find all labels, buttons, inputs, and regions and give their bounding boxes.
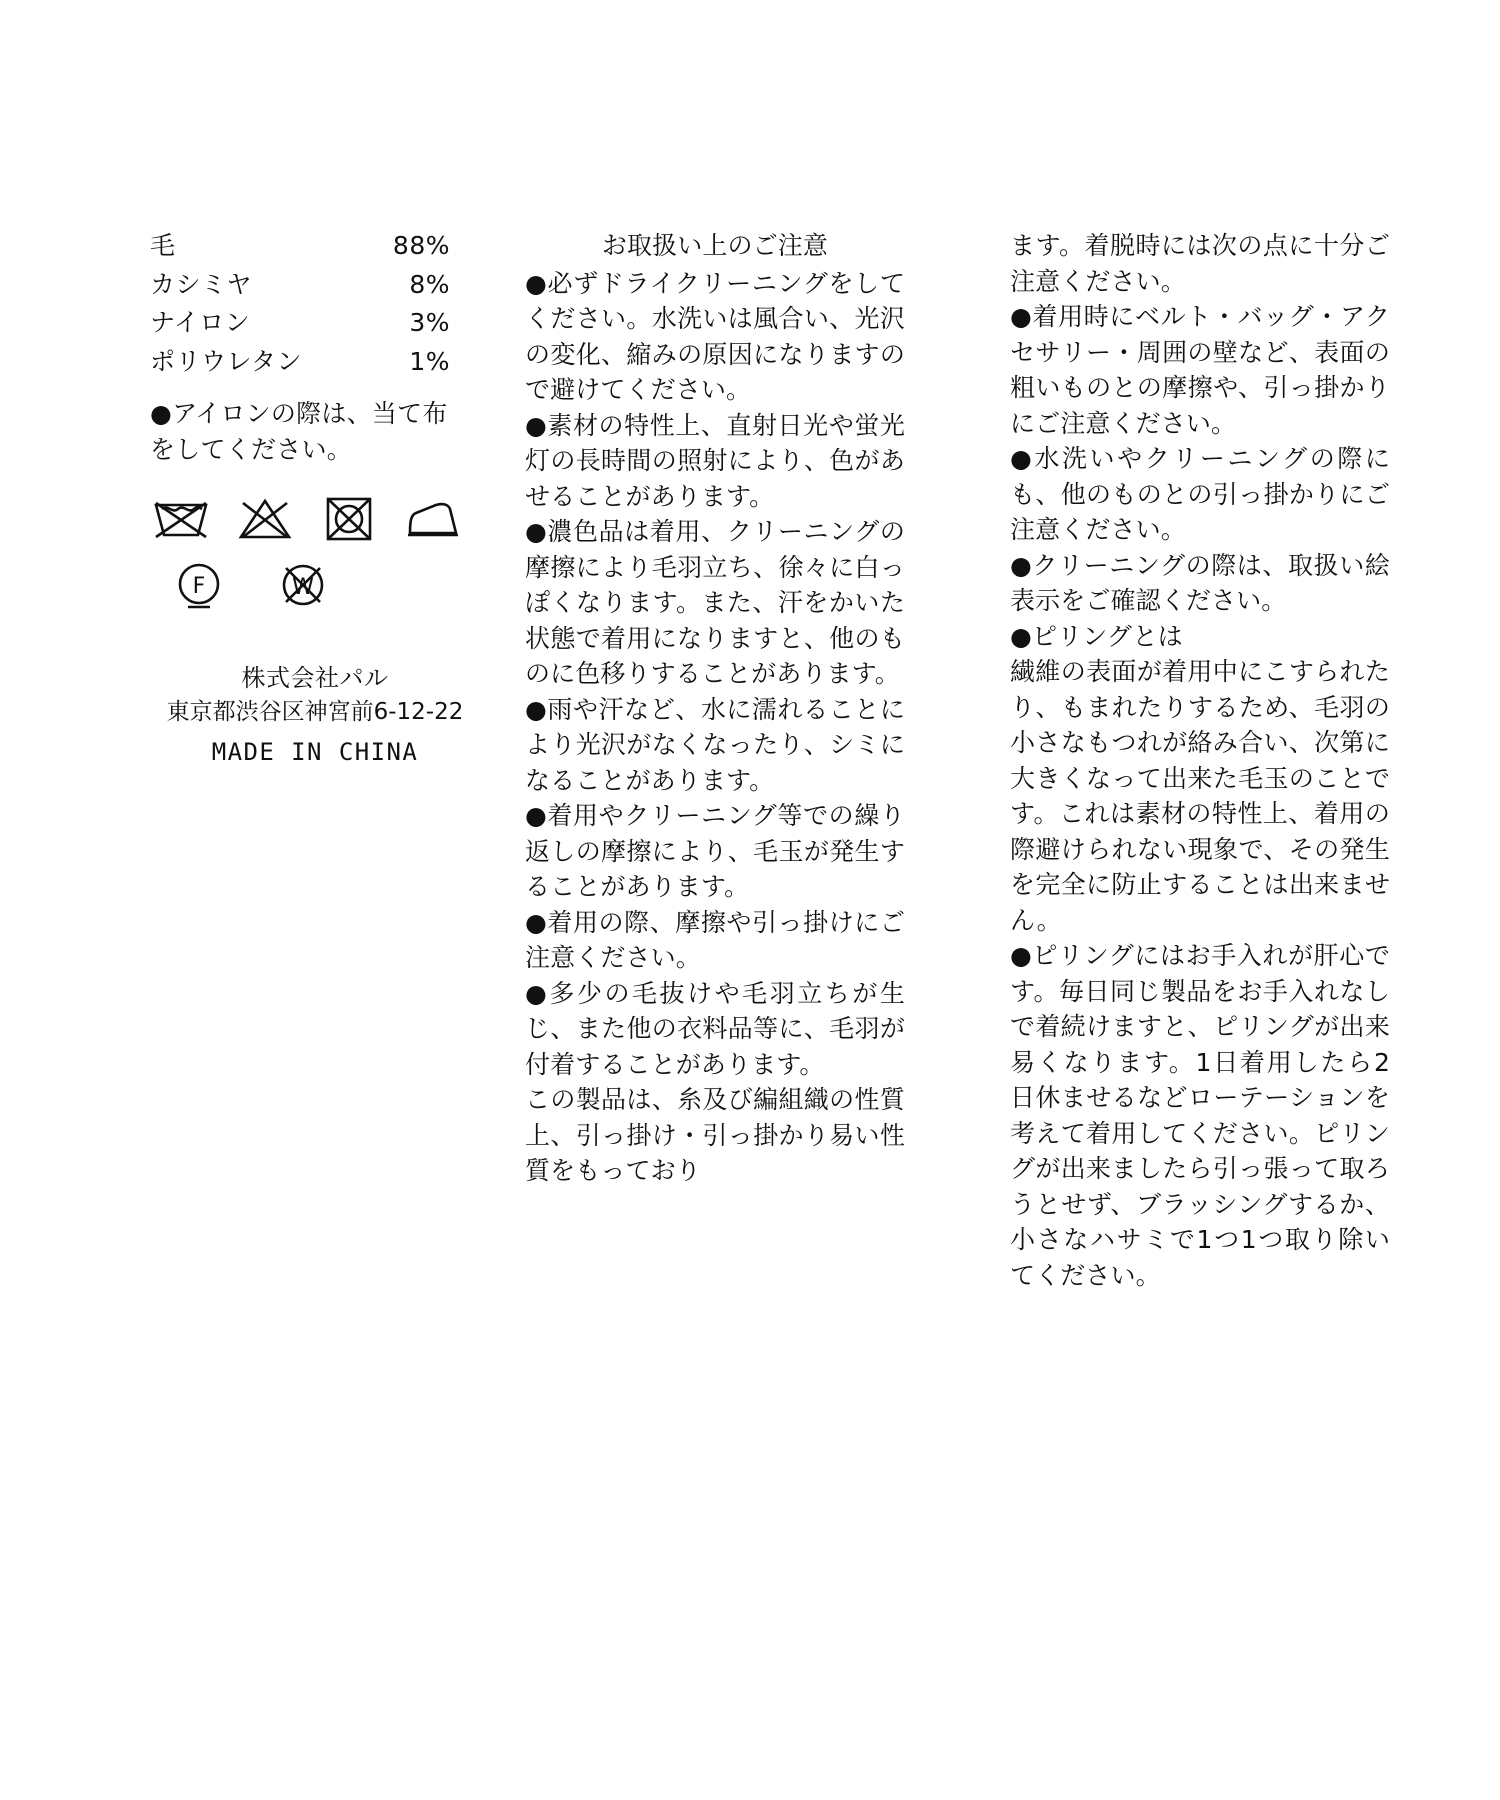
care-paragraph: ●ピリングとは [1010, 621, 1183, 651]
company-name: 株式会社パル [241, 664, 389, 692]
country-of-origin: MADE IN CHINA [211, 738, 419, 767]
composition-block [150, 228, 480, 770]
fiber-percent: 88% [392, 231, 450, 260]
company-block [150, 661, 480, 770]
fiber-percent: 8% [409, 269, 450, 299]
table-row [150, 228, 450, 267]
fiber-name: 毛 [150, 231, 176, 260]
svg-text:F: F [192, 574, 206, 599]
care-instructions-column-2 [1010, 228, 1390, 1293]
care-symbols-block [150, 491, 480, 611]
care-paragraph: ●濃色品は着用、クリーニングの摩擦により毛羽立ち、徐々に白っぽくなります。また、汗をかいた状態で着用になりますと、他のものに色移りすることがあります。 [525, 517, 905, 688]
dry-clean-petroleum-symbol [168, 559, 230, 611]
care-paragraph: ●ピリングにはお手入れが肝心です。毎日同じ製品をお手入れなしで着続けますと、ピリングが出来易くなります。1日着用したら2日休ませるなどローテーションを考えて着用してください。ピリングが出来ましたら引っ張って取ろうとせず、ブラッシングするか、小さなハサミで1つ1つ取り除いてください。 [1010, 941, 1390, 1290]
fiber-percent: 1% [409, 346, 450, 376]
care-paragraph: ●必ずドライクリーニングをしてください。水洗いは風合い、光沢の変化、縮みの原因になりますので避けてください。 [525, 268, 905, 404]
care-paragraph: 繊維の表面が着用中にこすられたり、もまれたりするため、毛羽の小さなもつれが絡み合い、次第に大きくなって出来た毛玉のことです。これは素材の特性上、着用の際避けられない現象で、その発生を完全に防止することは出来ません。 [1010, 657, 1390, 935]
care-paragraph: ●着用やクリーニング等での繰り返しの摩擦により、毛玉が発生することがあります。 [525, 801, 905, 901]
fiber-composition-table [150, 228, 450, 382]
care-paragraph: ●着用の際、摩擦や引っ掛けにご注意ください。 [525, 907, 905, 972]
care-paragraph: ●着用時にベルト・バッグ・アクセサリー・周囲の壁など、表面の粗いものとの摩擦や、引っ掛かりにご注意ください。 [1010, 302, 1390, 438]
fiber-name: ナイロン [150, 308, 251, 337]
care-paragraph: ●素材の特性上、直射日光や蛍光灯の長時間の照射により、色があせることがあります。 [525, 410, 905, 511]
care-paragraph: ●多少の毛抜けや毛羽立ちが生じ、また他の衣料品等に、毛羽が付着することがあります。 [525, 978, 905, 1079]
table-row [150, 344, 450, 383]
fiber-name: ポリウレタン [150, 346, 303, 376]
care-symbols-row-1 [150, 491, 480, 543]
care-paragraph: ●雨や汗など、水に濡れることにより光沢がなくなったり、シミになることがあります。 [525, 694, 905, 795]
care-paragraph: ●水洗いやクリーニングの際にも、他のものとの引っ掛かりにご注意ください。 [1010, 444, 1390, 544]
care-instructions-title: お取扱い上のご注意 [601, 231, 829, 260]
care-instructions-column-1 [525, 228, 905, 1189]
care-symbols-row-2 [150, 559, 480, 611]
table-row [150, 267, 450, 306]
care-paragraph: ます。着脱時には次の点に十分ご注意ください。 [1010, 231, 1390, 296]
bleach-crossed-symbol [234, 491, 296, 543]
care-paragraph: ●クリーニングの際は、取扱い絵表示をご確認ください。 [1010, 550, 1390, 615]
svg-text:W: W [292, 575, 314, 600]
fiber-percent: 3% [409, 308, 450, 337]
fiber-name: カシミヤ [150, 269, 253, 299]
care-paragraph: この製品は、糸及び編組織の性質上、引っ掛け・引っ掛かり易い性質をもっており [525, 1085, 905, 1185]
iron-low-symbol [402, 491, 464, 543]
iron-note: ●アイロンの際は、当て布をしてください。 [150, 399, 448, 464]
wet-clean-crossed-symbol [272, 559, 334, 611]
company-address: 東京都渋谷区神宮前6-12-22 [166, 698, 464, 725]
tumble-dry-crossed-symbol [318, 491, 380, 543]
table-row [150, 305, 450, 344]
hand-wash-crossed-symbol [150, 491, 212, 543]
